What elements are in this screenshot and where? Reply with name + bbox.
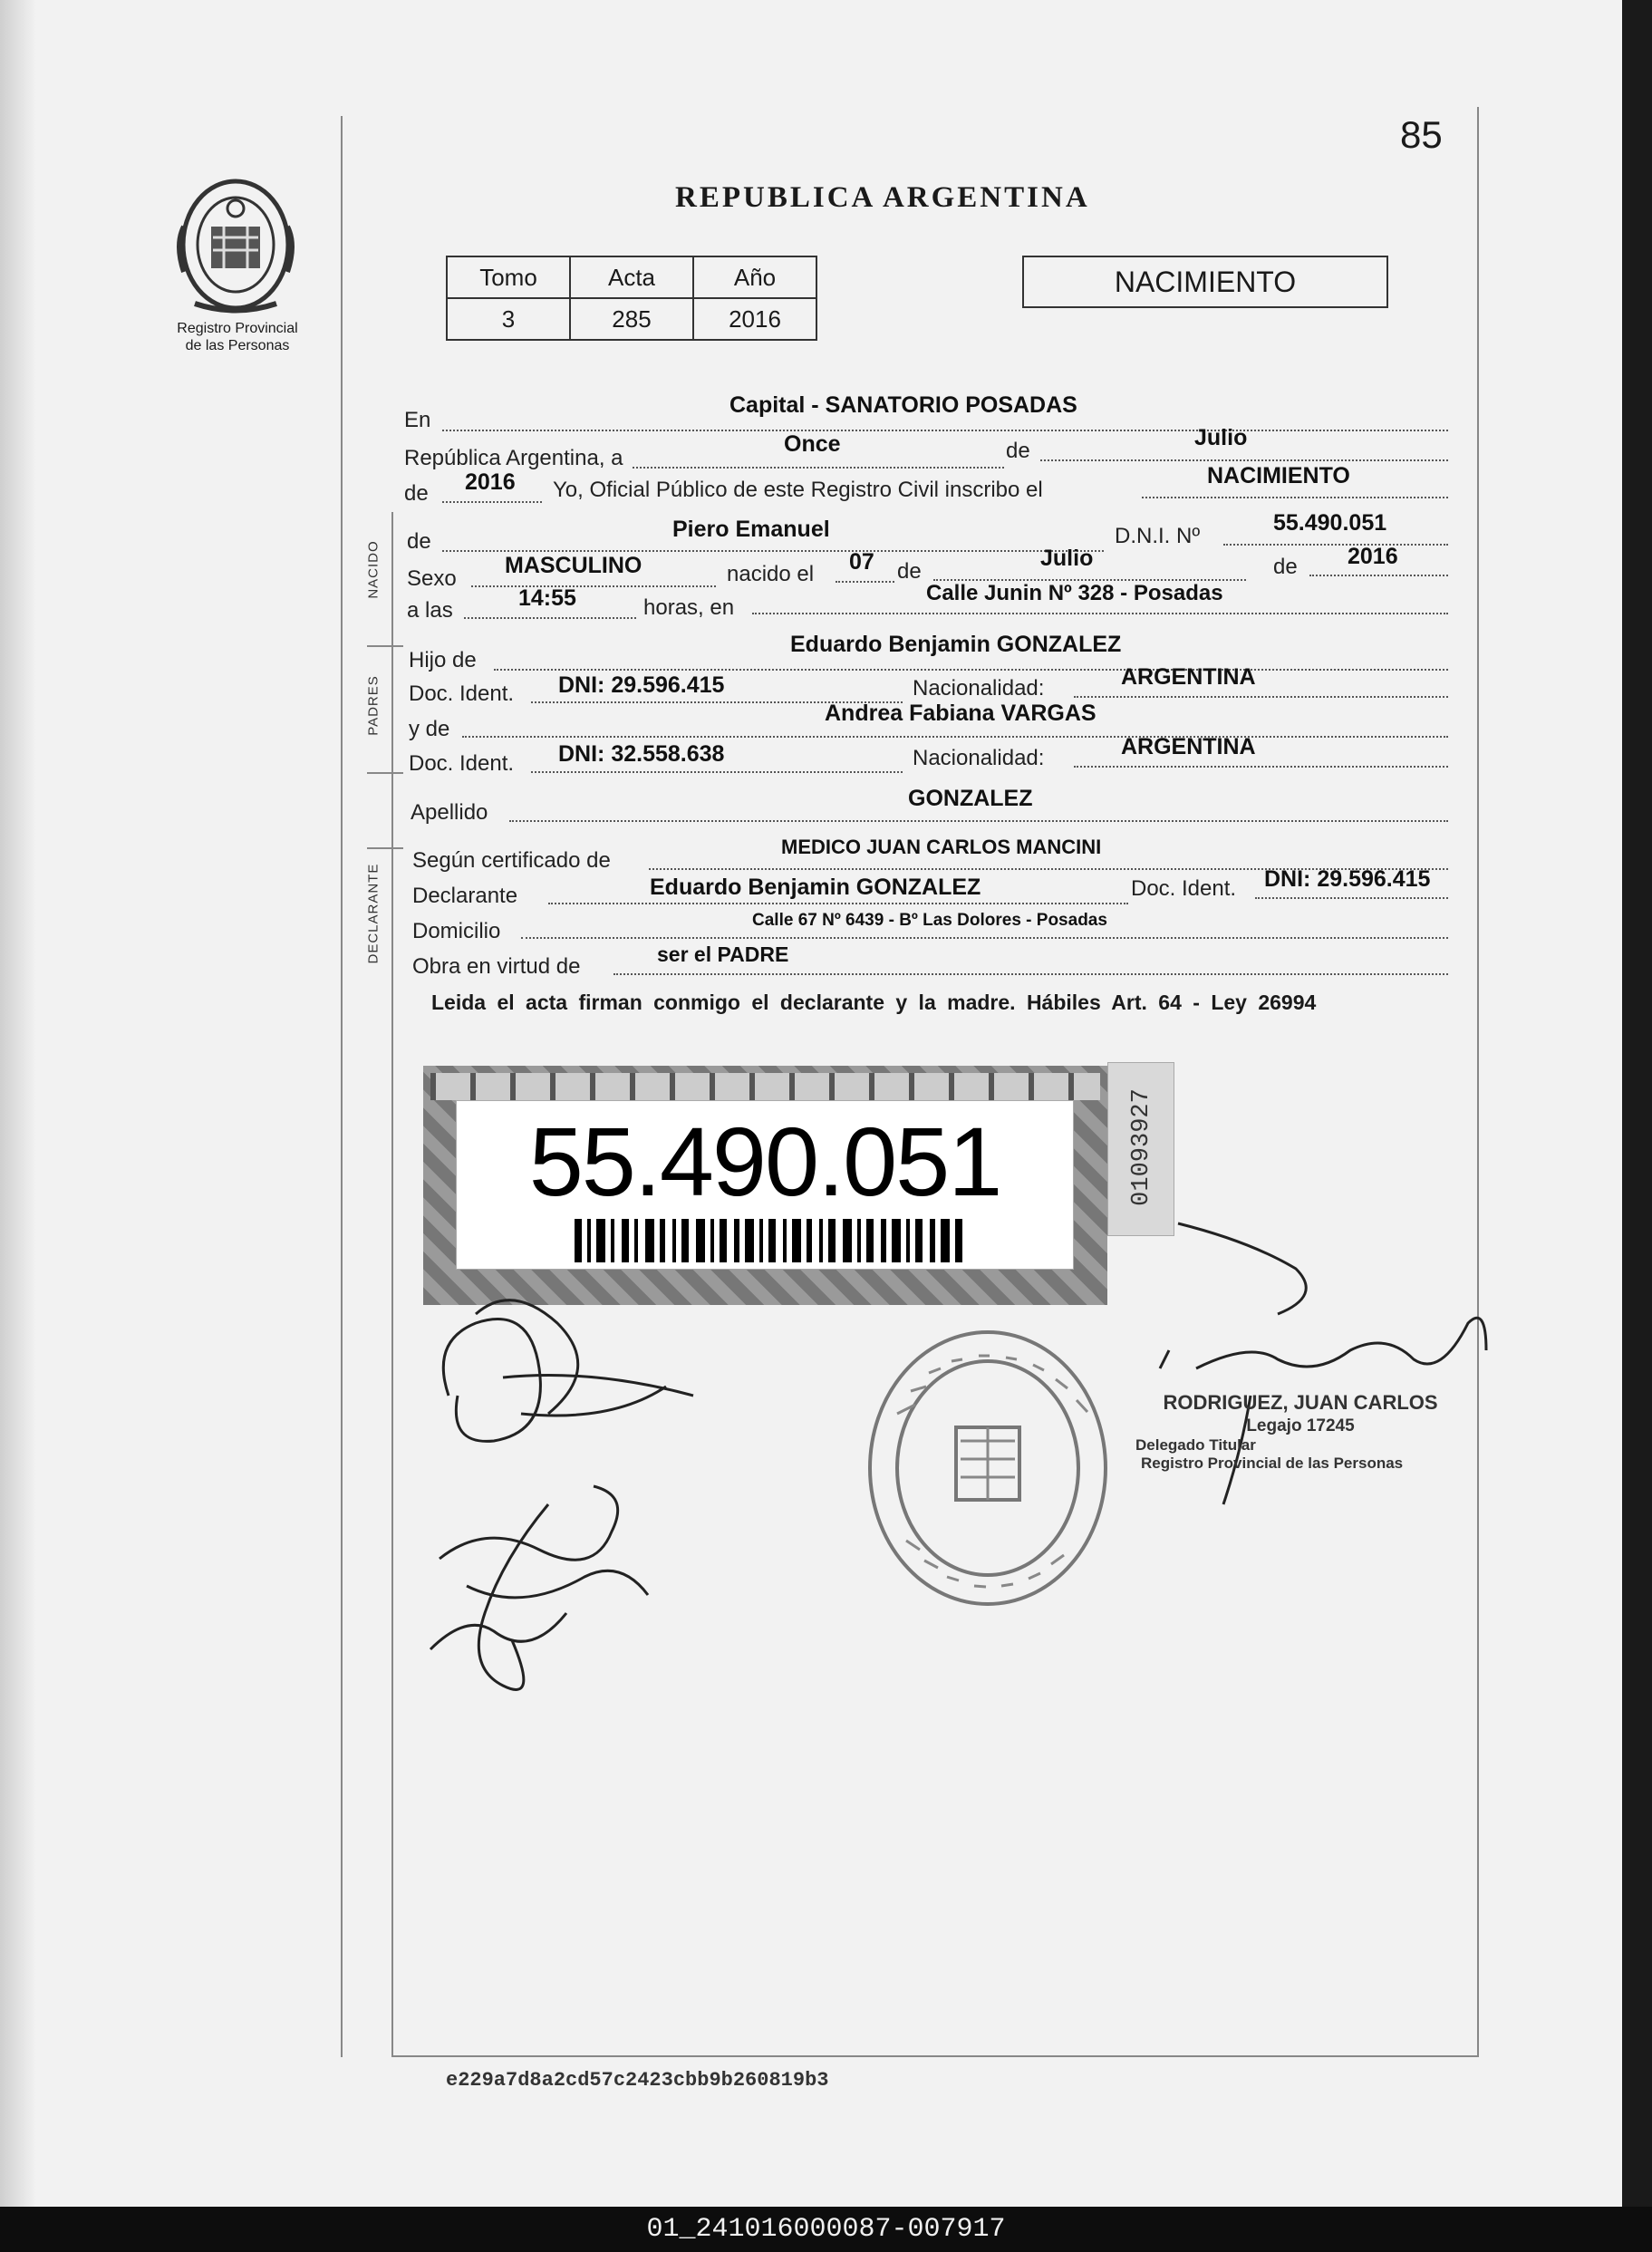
dots-mother-name [462,736,1448,738]
dots-address [521,937,1448,939]
label-horas-en: horas, en [643,595,735,620]
reference-header-row [447,256,816,298]
value-birth-place: Calle Junin Nº 328 - Posadas [926,581,1223,605]
dots-mother-nationality [1074,766,1448,768]
official-signature-icon [1142,1214,1504,1527]
label-nacionalidad-father: Nacionalidad: [913,676,1045,701]
label-apellido: Apellido [411,800,488,825]
official-signature-block [1128,1391,1473,1473]
left-margin-line [341,116,343,2057]
registry-caption [147,320,328,354]
section-divider-born [367,645,403,647]
bottom-frame-line [391,2055,1479,2057]
barcode-sticker [423,1066,1107,1305]
footer-id-bar: 01_241016000087-007917 [0,2207,1652,2252]
dots-child-dni [1223,544,1448,546]
label-nacionalidad-mother: Nacionalidad: [913,746,1045,770]
value-father-doc: DNI: 29.596.415 [558,672,725,698]
dots-capacity [613,973,1448,975]
label-official-text: Yo, Oficial Público de este Registro Civil inscribo el [553,478,1043,502]
province-seal-icon [168,172,304,317]
official-legajo: Legajo 17245 [1246,1416,1355,1435]
serial-strip [1107,1062,1174,1236]
reference-value-tomo: 3 [447,298,570,340]
dots-birth-day [836,581,894,583]
label-hijo-de: Hijo de [409,648,477,672]
dots-declarant-doc [1255,897,1448,899]
value-mother-name: Andrea Fabiana VARGAS [825,701,1097,726]
label-doc-ident-mother: Doc. Ident. [409,751,515,776]
dots-birth-time [464,617,636,619]
value-birth-month: Julio [1040,546,1094,571]
dots-mother-doc [531,771,903,773]
verification-hash: e229a7d8a2cd57c2423cbb9b260819b3 [446,2069,829,2092]
official-name: RODRIGUEZ, JUAN CARLOS [1163,1391,1438,1414]
label-de-birth-year: de [1273,555,1298,579]
value-surname: GONZALEZ [908,786,1033,811]
dots-birth-place [752,613,1448,614]
value-birth-day: 07 [849,549,874,575]
official-role: Delegado Titular [1135,1436,1256,1454]
label-domicilio: Domicilio [412,919,501,943]
label-a-las: a las [407,598,453,623]
value-address: Calle 67 Nº 6439 - Bº Las Dolores - Posadas [752,911,1107,930]
section-divider-declarant [367,847,403,849]
value-act-kind: NACIMIENTO [1207,463,1350,488]
registry-stamp-icon [861,1323,1115,1618]
barcode-pattern-band [430,1073,1100,1100]
label-de-year: de [404,481,429,506]
side-label-declarant: DECLARANTE [365,863,382,964]
act-type-box: NACIMIENTO [1022,256,1388,308]
value-month: Julio [1194,425,1248,450]
reference-header-acta: Acta [570,256,693,298]
dots-declarant-name [548,903,1128,904]
label-declarante: Declarante [412,884,518,908]
value-child-dni: 55.490.051 [1273,510,1387,536]
barcode-label [456,1100,1074,1270]
label-y-de: y de [409,717,450,741]
serial-number: 01093927 [1128,1088,1155,1206]
dots-month [1040,459,1448,461]
declarant-signature-icon [412,1287,711,1708]
reference-header-tomo: Tomo [447,256,570,298]
inner-margin-line [391,512,393,2057]
side-label-parents: PADRES [365,675,382,736]
dots-act-kind [1142,497,1448,498]
barcode-bars-icon [575,1219,964,1267]
label-republica: República Argentina, a [404,446,623,470]
reference-header-ano: Año [693,256,816,298]
dots-father-name [494,669,1448,671]
value-year: 2016 [465,469,516,495]
value-declarant-name: Eduardo Benjamin GONZALEZ [650,875,981,900]
registry-caption-line-2: de las Personas [185,338,290,353]
page-number: 85 [1400,113,1443,156]
label-de-name: de [407,529,431,554]
label-de: de [1006,439,1030,463]
label-obra-en-virtud: Obra en virtud de [412,954,581,979]
label-dni: D.N.I. Nº [1115,524,1201,548]
value-capacity: ser el PADRE [657,942,789,966]
value-birth-time: 14:55 [518,585,576,611]
sheet-shadow [0,0,36,2207]
value-day: Once [784,431,841,457]
label-segun-certificado: Según certificado de [412,848,611,873]
reference-value-acta: 285 [570,298,693,340]
value-sex: MASCULINO [505,553,642,578]
label-doc-ident-declarant: Doc. Ident. [1131,876,1237,901]
registry-caption-line-1: Registro Provincial [177,321,298,336]
value-father-name: Eduardo Benjamin GONZALEZ [790,632,1122,657]
section-divider-parents [367,772,403,774]
label-de-month: de [897,559,922,584]
reference-table [446,256,817,341]
value-declarant-doc: DNI: 29.596.415 [1264,866,1431,892]
value-place: Capital - SANATORIO POSADAS [729,392,1077,418]
dots-sex [471,585,716,587]
dots-father-nationality [1074,696,1448,698]
label-nacido-el: nacido el [727,562,815,586]
closing-note: Leida el acta firman conmigo el declarante y la madre. Hábiles Art. 64 - Ley 26994 [431,991,1317,1014]
dots-day [633,467,1004,469]
value-mother-nationality: ARGENTINA [1121,734,1256,759]
right-margin-line [1477,107,1479,2055]
reference-value-row [447,298,816,340]
dots-child-name [442,550,1104,552]
dots-year [442,501,542,503]
label-doc-ident-father: Doc. Ident. [409,681,515,706]
label-en: En [404,408,431,432]
reference-value-ano: 2016 [693,298,816,340]
side-label-born: NACIDO [365,540,382,599]
official-office: Registro Provincial de las Personas [1141,1455,1404,1472]
barcode-number: 55.490.051 [528,1107,1001,1216]
dots-place [442,430,1448,431]
dots-birth-year [1309,575,1448,576]
label-sexo: Sexo [407,566,457,591]
value-certificate-by: MEDICO JUAN CARLOS MANCINI [781,836,1102,858]
value-child-name: Piero Emanuel [672,517,830,542]
value-birth-year: 2016 [1348,544,1398,569]
dots-surname [509,820,1448,822]
value-father-nationality: ARGENTINA [1121,664,1256,690]
document-title: REPUBLICA ARGENTINA [675,181,1090,214]
value-mother-doc: DNI: 32.558.638 [558,741,725,767]
